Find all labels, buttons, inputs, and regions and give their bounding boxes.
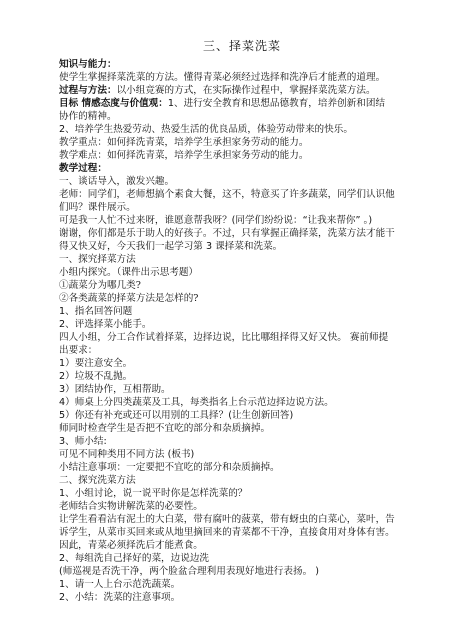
text-line: (师巡视是否洗干净，两个脸盆合理利用表现好地进行表扬。 ): [59, 566, 319, 577]
text-line: 知识与能力：: [59, 59, 117, 70]
bold-lead: 目标 情感态度与价值观：: [59, 98, 168, 109]
page-title: 三、择菜洗菜: [202, 39, 281, 53]
text-line: 3、师小结:: [59, 436, 107, 447]
text-line: 1）要注意安全。: [59, 358, 133, 369]
text-line: 2、每组洗自己择好的菜，边说边洗: [59, 553, 210, 564]
text-line: 让学生看看沾有泥土的大白菜，带有腐叶的菠菜，带有蚜虫的白菜心，菜叶，告: [59, 514, 395, 525]
text-line: 协作的精神。: [59, 111, 117, 122]
text-line: [59, 84, 425, 97]
text-line: 4）师桌上分四类蔬菜及工具，每类指名上台示范边择边说方法。: [59, 397, 334, 408]
text-line: 可见不同种类用不同方法 (板书): [59, 449, 195, 460]
text-line: 1、小组讨论，说一说平时你是怎样洗菜的？: [59, 488, 248, 499]
text-line: 3）团结协作，互相帮助。: [59, 384, 171, 395]
text-line: 四人小组，分工合作试着择菜，边择边说，比比哪组择得又好又快。 赛前师提: [59, 332, 389, 343]
text-line: 因此，青菜必须择洗后才能煮食。: [59, 540, 203, 551]
text-line: 小组内探究。（课件出示思考题）: [59, 267, 199, 278]
text-line: 2、小结：洗菜的注意事项。: [59, 592, 181, 603]
text-line: 诉学生，从菜市买回来或从地里摘回来的青菜都不干净，直接食用对身体有害。: [59, 527, 395, 538]
text-line: 1、请一人上台示范洗蔬菜。: [59, 579, 181, 590]
text-line: 们吗？课件展示。: [59, 202, 136, 213]
text-line: 一、探究择菜方法: [59, 254, 136, 265]
text-line: 2、培养学生热爱劳动、热爱生活的优良品质，体验劳动带来的快乐。: [59, 124, 353, 135]
document-page: [59, 38, 425, 604]
text-line: 师同时检查学生是否把不宜吃的部分和杂质摘掉。: [59, 423, 271, 434]
text-line: ①蔬菜分为哪几类?: [59, 280, 141, 291]
text-line: 教学重点：如何择洗青菜，培养学生承担家务劳动的能力。: [59, 137, 309, 148]
text-line: 5）你还有补充或还可以用别的工具择？(让生创新回答): [59, 410, 294, 421]
text-line: 教学难点：如何择洗青菜，培养学生承担家务劳动的能力。: [59, 150, 309, 161]
text-line: 一、谈话导入，激发兴趣。: [59, 176, 175, 187]
text-line: 得又快又好，今天我们一起学习第 3 课择菜和洗菜。: [59, 241, 283, 252]
text-line: ②各类蔬菜的择菜方法是怎样的?: [59, 293, 199, 304]
text-line: 使学生掌握择菜洗菜的方法。懂得青菜必须经过选择和洗净后才能煮的道理。: [59, 72, 386, 83]
document-body: [59, 58, 425, 604]
text-line: [59, 97, 425, 110]
text-line: 谢谢，你们都是乐于助人的好孩子。不过，只有掌握正确择菜，洗菜方法才能干: [59, 228, 395, 239]
text-line: 老师：同学们，老师想搞个素食大餐，这不，特意买了许多蔬菜，同学们认识他: [59, 189, 395, 200]
text-line: 教学过程：: [59, 163, 107, 174]
text-line: 2、评选择菜小能手。: [59, 319, 152, 330]
line-rest: 以小组竞赛的方式，在实际操作过程中，掌握择菜洗菜方法。: [116, 85, 376, 96]
text-line: 老师结合实物讲解洗菜的必要性。: [59, 501, 203, 512]
text-line: 1、指名回答问题: [59, 306, 133, 317]
text-line: 2）垃圾不乱抛。: [59, 371, 133, 382]
line-rest: 1、进行安全教育和思想品德教育，培养创新和团结: [167, 98, 386, 109]
text-line: 可是我一人忙不过来呀，谁愿意帮我呀？(同学们纷纷说：“让我来帮你” 。): [59, 215, 373, 226]
text-line: 出要求：: [59, 345, 98, 356]
text-line: 二、探究洗菜方法: [59, 475, 136, 486]
text-line: 小结注意事项：一定要把不宜吃的部分和杂质摘掉。: [59, 462, 280, 473]
bold-lead: 过程与方法：: [59, 85, 117, 96]
